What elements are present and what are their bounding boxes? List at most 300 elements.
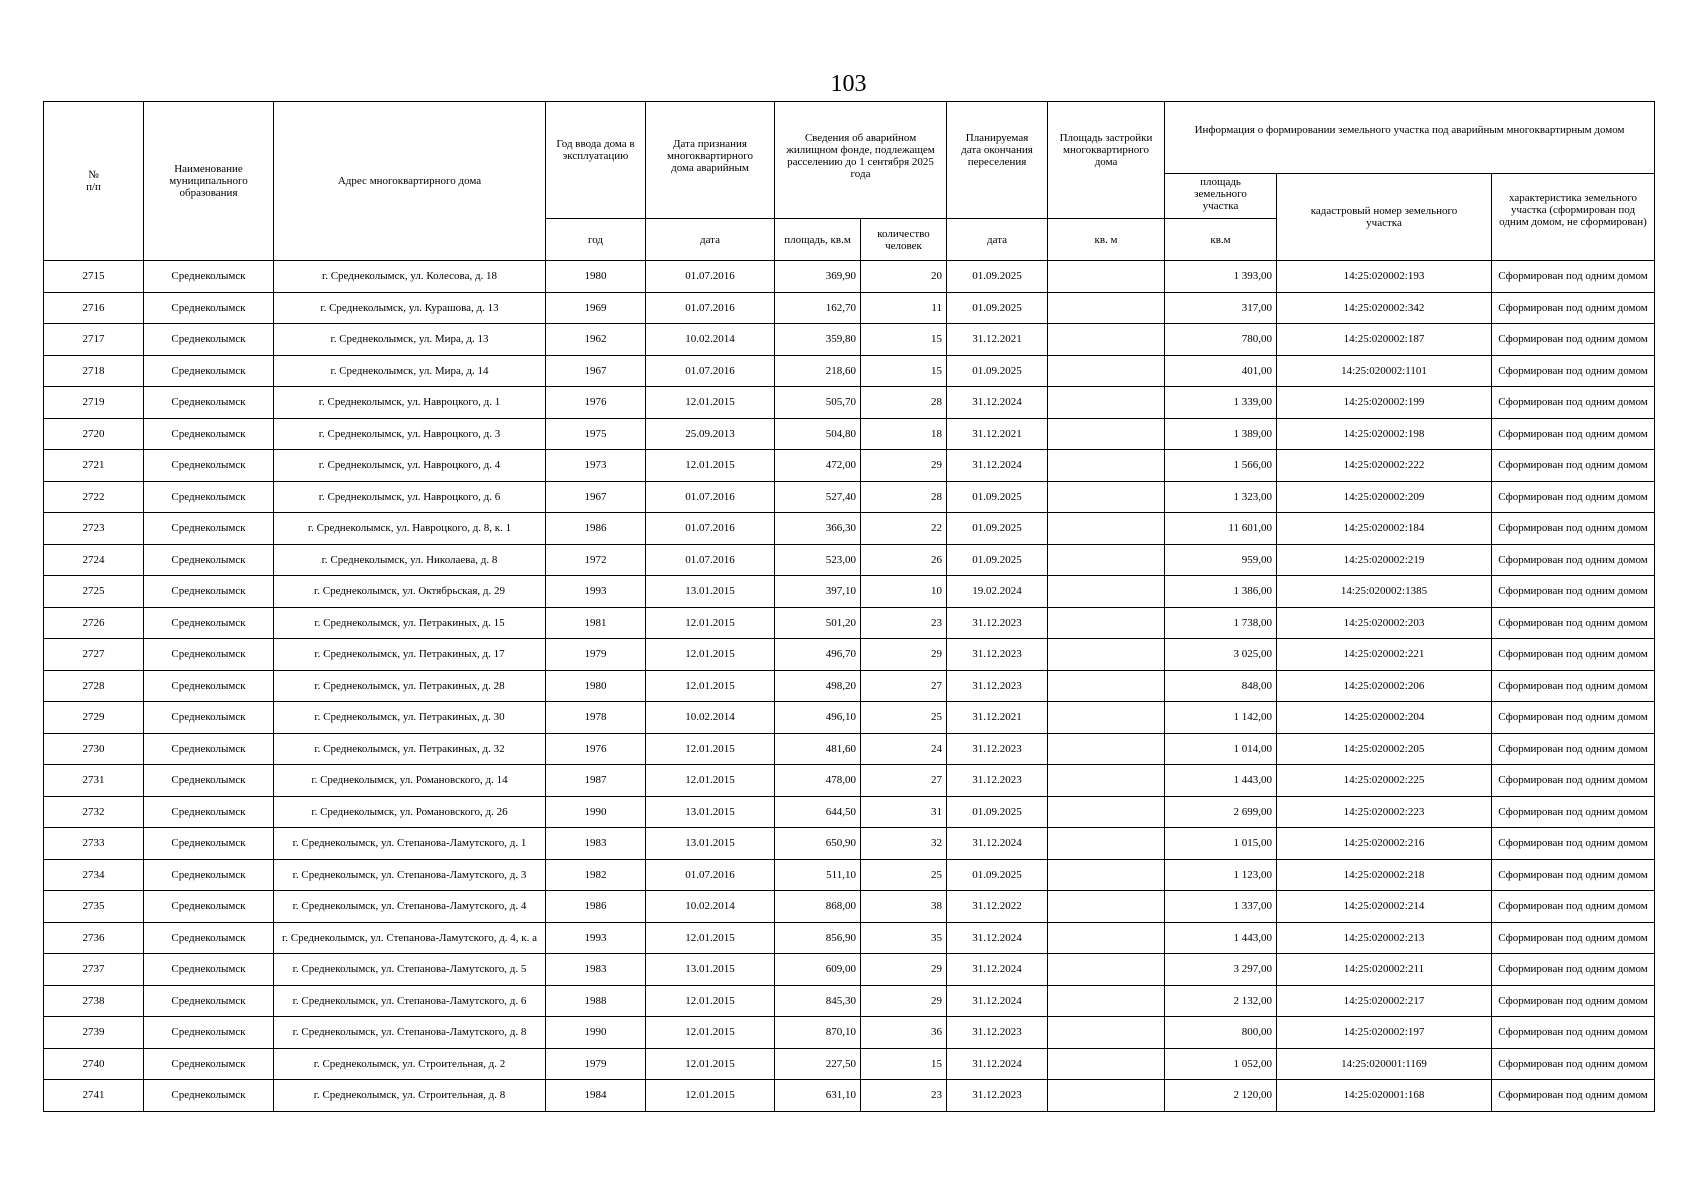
header-emergency-date: Дата признания многоквартирного дома аварийным: [646, 102, 775, 219]
table-row: [44, 450, 1655, 482]
cell-characteristic: Сформирован под одним домом: [1492, 859, 1655, 891]
table-row: [44, 355, 1655, 387]
cell-planned-end: 31.12.2024: [947, 450, 1048, 482]
cell-built-area: [1048, 544, 1165, 576]
cell-address: г. Среднеколымск, ул. Петракиных, д. 30: [274, 702, 546, 734]
cell-cadastral: 14:25:020002:213: [1277, 922, 1492, 954]
cell-people: 25: [861, 702, 947, 734]
cell-area: 397,10: [775, 576, 861, 608]
cell-num: 2731: [44, 765, 144, 797]
cell-characteristic: Сформирован под одним домом: [1492, 387, 1655, 419]
cell-num: 2739: [44, 1017, 144, 1049]
cell-municipality: Среднеколымск: [144, 544, 274, 576]
cell-address: г. Среднеколымск, ул. Навроцкого, д. 4: [274, 450, 546, 482]
cell-year-built: 1983: [546, 954, 646, 986]
cell-area: 845,30: [775, 985, 861, 1017]
cell-num: 2729: [44, 702, 144, 734]
header-unit-date: дата: [646, 219, 775, 261]
cell-emergency-date: 10.02.2014: [646, 702, 775, 734]
cell-planned-end: 31.12.2022: [947, 891, 1048, 923]
cell-people: 23: [861, 1080, 947, 1112]
cell-emergency-date: 25.09.2013: [646, 418, 775, 450]
cell-emergency-date: 12.01.2015: [646, 670, 775, 702]
table-row: [44, 544, 1655, 576]
cell-people: 29: [861, 954, 947, 986]
cell-municipality: Среднеколымск: [144, 702, 274, 734]
table-row: [44, 292, 1655, 324]
header-unit-people: количество человек: [861, 219, 947, 261]
table-row: [44, 481, 1655, 513]
cell-municipality: Среднеколымск: [144, 1048, 274, 1080]
cell-emergency-date: 01.07.2016: [646, 859, 775, 891]
cell-planned-end: 31.12.2023: [947, 765, 1048, 797]
table-row: [44, 702, 1655, 734]
cell-num: 2736: [44, 922, 144, 954]
table-row: [44, 985, 1655, 1017]
cell-emergency-date: 01.07.2016: [646, 513, 775, 545]
cell-built-area: [1048, 450, 1165, 482]
cell-num: 2716: [44, 292, 144, 324]
cell-emergency-date: 10.02.2014: [646, 324, 775, 356]
cell-land-area: 11 601,00: [1165, 513, 1277, 545]
cell-emergency-date: 12.01.2015: [646, 387, 775, 419]
cell-emergency-date: 01.07.2016: [646, 355, 775, 387]
cell-characteristic: Сформирован под одним домом: [1492, 1017, 1655, 1049]
cell-num: 2733: [44, 828, 144, 860]
cell-year-built: 1967: [546, 481, 646, 513]
page-number: 103: [830, 71, 867, 97]
cell-planned-end: 01.09.2025: [947, 796, 1048, 828]
cell-area: 504,80: [775, 418, 861, 450]
cell-emergency-date: 12.01.2015: [646, 733, 775, 765]
cell-planned-end: 31.12.2023: [947, 1080, 1048, 1112]
cell-built-area: [1048, 1080, 1165, 1112]
cell-land-area: 1 052,00: [1165, 1048, 1277, 1080]
cell-cadastral: 14:25:020002:184: [1277, 513, 1492, 545]
cell-area: 650,90: [775, 828, 861, 860]
cell-built-area: [1048, 1048, 1165, 1080]
cell-emergency-date: 12.01.2015: [646, 765, 775, 797]
cell-address: г. Среднеколымск, ул. Мира, д. 14: [274, 355, 546, 387]
cell-characteristic: Сформирован под одним домом: [1492, 450, 1655, 482]
cell-area: 609,00: [775, 954, 861, 986]
cell-emergency-date: 01.07.2016: [646, 261, 775, 293]
header-year-built: Год ввода дома в эксплуатацию: [546, 102, 646, 219]
cell-num: 2728: [44, 670, 144, 702]
header-land-info: Информация о формировании земельного участка под аварийным многоквартирным домом: [1165, 102, 1655, 174]
cell-planned-end: 31.12.2024: [947, 922, 1048, 954]
cell-cadastral: 14:25:020002:197: [1277, 1017, 1492, 1049]
cell-land-area: 401,00: [1165, 355, 1277, 387]
cell-characteristic: Сформирован под одним домом: [1492, 1080, 1655, 1112]
cell-area: 644,50: [775, 796, 861, 828]
cell-people: 23: [861, 607, 947, 639]
cell-area: 505,70: [775, 387, 861, 419]
cell-built-area: [1048, 985, 1165, 1017]
cell-address: г. Среднеколымск, ул. Петракиных, д. 17: [274, 639, 546, 671]
cell-emergency-date: 12.01.2015: [646, 1080, 775, 1112]
cell-cadastral: 14:25:020002:203: [1277, 607, 1492, 639]
cell-year-built: 1969: [546, 292, 646, 324]
cell-area: 366,30: [775, 513, 861, 545]
cell-cadastral: 14:25:020002:187: [1277, 324, 1492, 356]
cell-land-area: 1 386,00: [1165, 576, 1277, 608]
cell-address: г. Среднеколымск, ул. Степанова-Ламутского, д. 1: [274, 828, 546, 860]
cell-people: 36: [861, 1017, 947, 1049]
cell-built-area: [1048, 418, 1165, 450]
cell-year-built: 1986: [546, 891, 646, 923]
cell-people: 20: [861, 261, 947, 293]
cell-emergency-date: 12.01.2015: [646, 985, 775, 1017]
cell-planned-end: 01.09.2025: [947, 292, 1048, 324]
cell-num: 2727: [44, 639, 144, 671]
cell-emergency-date: 01.07.2016: [646, 481, 775, 513]
cell-land-area: 1 393,00: [1165, 261, 1277, 293]
cell-municipality: Среднеколымск: [144, 450, 274, 482]
cell-year-built: 1980: [546, 670, 646, 702]
table-row: [44, 607, 1655, 639]
table-row: [44, 765, 1655, 797]
cell-year-built: 1979: [546, 1048, 646, 1080]
table-row: [44, 387, 1655, 419]
cell-num: 2724: [44, 544, 144, 576]
cell-municipality: Среднеколымск: [144, 985, 274, 1017]
cell-planned-end: 31.12.2024: [947, 387, 1048, 419]
cell-planned-end: 31.12.2021: [947, 702, 1048, 734]
cell-municipality: Среднеколымск: [144, 576, 274, 608]
cell-people: 27: [861, 670, 947, 702]
cell-planned-end: 19.02.2024: [947, 576, 1048, 608]
cell-built-area: [1048, 355, 1165, 387]
cell-municipality: Среднеколымск: [144, 828, 274, 860]
cell-characteristic: Сформирован под одним домом: [1492, 576, 1655, 608]
cell-planned-end: 31.12.2024: [947, 954, 1048, 986]
cell-area: 359,80: [775, 324, 861, 356]
cell-municipality: Среднеколымск: [144, 481, 274, 513]
cell-year-built: 1973: [546, 450, 646, 482]
cell-cadastral: 14:25:020002:1101: [1277, 355, 1492, 387]
table-row: [44, 261, 1655, 293]
cell-year-built: 1993: [546, 576, 646, 608]
cell-municipality: Среднеколымск: [144, 387, 274, 419]
cell-characteristic: Сформирован под одним домом: [1492, 355, 1655, 387]
cell-num: 2738: [44, 985, 144, 1017]
cell-planned-end: 31.12.2021: [947, 418, 1048, 450]
cell-built-area: [1048, 387, 1165, 419]
cell-cadastral: 14:25:020002:1385: [1277, 576, 1492, 608]
cell-num: 2737: [44, 954, 144, 986]
cell-address: г. Среднеколымск, ул. Октябрьская, д. 29: [274, 576, 546, 608]
cell-year-built: 1988: [546, 985, 646, 1017]
cell-land-area: 780,00: [1165, 324, 1277, 356]
table-row: [44, 639, 1655, 671]
cell-people: 27: [861, 765, 947, 797]
cell-municipality: Среднеколымск: [144, 607, 274, 639]
cell-land-area: 317,00: [1165, 292, 1277, 324]
cell-year-built: 1962: [546, 324, 646, 356]
cell-built-area: [1048, 828, 1165, 860]
cell-cadastral: 14:25:020002:205: [1277, 733, 1492, 765]
cell-year-built: 1972: [546, 544, 646, 576]
cell-address: г. Среднеколымск, ул. Курашова, д. 13: [274, 292, 546, 324]
header-land-area: площадь земельного участка: [1165, 174, 1277, 219]
cell-emergency-date: 13.01.2015: [646, 828, 775, 860]
cell-year-built: 1975: [546, 418, 646, 450]
cell-address: г. Среднеколымск, ул. Строительная, д. 2: [274, 1048, 546, 1080]
cell-municipality: Среднеколымск: [144, 639, 274, 671]
cell-address: г. Среднеколымск, ул. Петракиных, д. 32: [274, 733, 546, 765]
cell-cadastral: 14:25:020002:206: [1277, 670, 1492, 702]
cell-area: 369,90: [775, 261, 861, 293]
cell-characteristic: Сформирован под одним домом: [1492, 922, 1655, 954]
table-row: [44, 1017, 1655, 1049]
header-emergency-fund: Сведения об аварийном жилищном фонде, подлежащем расселению до 1 сентября 2025 года: [775, 102, 947, 219]
table-row: [44, 891, 1655, 923]
cell-land-area: 800,00: [1165, 1017, 1277, 1049]
header-unit-year: год: [546, 219, 646, 261]
table-body: [44, 261, 1655, 1112]
cell-built-area: [1048, 954, 1165, 986]
cell-emergency-date: 12.01.2015: [646, 607, 775, 639]
cell-planned-end: 01.09.2025: [947, 859, 1048, 891]
cell-planned-end: 01.09.2025: [947, 513, 1048, 545]
cell-num: 2725: [44, 576, 144, 608]
cell-land-area: 959,00: [1165, 544, 1277, 576]
cell-area: 472,00: [775, 450, 861, 482]
table-row: [44, 828, 1655, 860]
cell-built-area: [1048, 891, 1165, 923]
cell-characteristic: Сформирован под одним домом: [1492, 891, 1655, 923]
cell-planned-end: 01.09.2025: [947, 544, 1048, 576]
cell-address: г. Среднеколымск, ул. Степанова-Ламутского, д. 3: [274, 859, 546, 891]
cell-area: 856,90: [775, 922, 861, 954]
cell-address: г. Среднеколымск, ул. Навроцкого, д. 6: [274, 481, 546, 513]
header-num: № п/п: [44, 102, 144, 261]
cell-characteristic: Сформирован под одним домом: [1492, 985, 1655, 1017]
cell-characteristic: Сформирован под одним домом: [1492, 702, 1655, 734]
cell-people: 29: [861, 639, 947, 671]
cell-emergency-date: 13.01.2015: [646, 954, 775, 986]
cell-municipality: Среднеколымск: [144, 859, 274, 891]
cell-cadastral: 14:25:020002:342: [1277, 292, 1492, 324]
header-cadastral: кадастровый номер земельного участка: [1277, 174, 1492, 261]
cell-address: г. Среднеколымск, ул. Петракиных, д. 28: [274, 670, 546, 702]
table-row: [44, 796, 1655, 828]
cell-characteristic: Сформирован под одним домом: [1492, 292, 1655, 324]
cell-area: 870,10: [775, 1017, 861, 1049]
table-row: [44, 670, 1655, 702]
cell-municipality: Среднеколымск: [144, 891, 274, 923]
cell-planned-end: 31.12.2024: [947, 985, 1048, 1017]
header-planned-end: Планируемая дата окончания переселения: [947, 102, 1048, 219]
cell-emergency-date: 10.02.2014: [646, 891, 775, 923]
cell-emergency-date: 12.01.2015: [646, 639, 775, 671]
table-row: [44, 954, 1655, 986]
cell-year-built: 1982: [546, 859, 646, 891]
cell-land-area: 1 015,00: [1165, 828, 1277, 860]
cell-built-area: [1048, 607, 1165, 639]
cell-emergency-date: 01.07.2016: [646, 292, 775, 324]
cell-built-area: [1048, 513, 1165, 545]
cell-num: 2732: [44, 796, 144, 828]
table-row: [44, 418, 1655, 450]
cell-people: 24: [861, 733, 947, 765]
cell-planned-end: 31.12.2023: [947, 607, 1048, 639]
cell-people: 38: [861, 891, 947, 923]
cell-people: 15: [861, 355, 947, 387]
cell-land-area: 1 337,00: [1165, 891, 1277, 923]
table-row: [44, 922, 1655, 954]
cell-built-area: [1048, 1017, 1165, 1049]
cell-num: 2721: [44, 450, 144, 482]
cell-land-area: 1 323,00: [1165, 481, 1277, 513]
cell-characteristic: Сформирован под одним домом: [1492, 733, 1655, 765]
cell-characteristic: Сформирован под одним домом: [1492, 481, 1655, 513]
cell-address: г. Среднеколымск, ул. Степанова-Ламутского, д. 4: [274, 891, 546, 923]
cell-planned-end: 31.12.2024: [947, 828, 1048, 860]
cell-built-area: [1048, 702, 1165, 734]
cell-address: г. Среднеколымск, ул. Мира, д. 13: [274, 324, 546, 356]
cell-built-area: [1048, 576, 1165, 608]
cell-emergency-date: 12.01.2015: [646, 1017, 775, 1049]
cell-municipality: Среднеколымск: [144, 292, 274, 324]
cell-num: 2723: [44, 513, 144, 545]
cell-people: 28: [861, 387, 947, 419]
cell-address: г. Среднеколымск, ул. Навроцкого, д. 1: [274, 387, 546, 419]
cell-area: 481,60: [775, 733, 861, 765]
cell-area: 162,70: [775, 292, 861, 324]
cell-cadastral: 14:25:020002:209: [1277, 481, 1492, 513]
cell-municipality: Среднеколымск: [144, 922, 274, 954]
cell-land-area: 848,00: [1165, 670, 1277, 702]
cell-num: 2717: [44, 324, 144, 356]
cell-people: 28: [861, 481, 947, 513]
cell-cadastral: 14:25:020002:222: [1277, 450, 1492, 482]
cell-municipality: Среднеколымск: [144, 418, 274, 450]
cell-area: 496,70: [775, 639, 861, 671]
header-municipality: Наименование муниципального образования: [144, 102, 274, 261]
cell-year-built: 1976: [546, 387, 646, 419]
cell-area: 478,00: [775, 765, 861, 797]
cell-built-area: [1048, 922, 1165, 954]
cell-year-built: 1979: [546, 639, 646, 671]
cell-planned-end: 01.09.2025: [947, 261, 1048, 293]
cell-people: 11: [861, 292, 947, 324]
cell-built-area: [1048, 324, 1165, 356]
cell-year-built: 1967: [546, 355, 646, 387]
cell-num: 2719: [44, 387, 144, 419]
cell-people: 29: [861, 985, 947, 1017]
cell-built-area: [1048, 261, 1165, 293]
cell-people: 29: [861, 450, 947, 482]
cell-area: 511,10: [775, 859, 861, 891]
cell-cadastral: 14:25:020002:193: [1277, 261, 1492, 293]
cell-cadastral: 14:25:020002:225: [1277, 765, 1492, 797]
cell-land-area: 1 443,00: [1165, 765, 1277, 797]
cell-characteristic: Сформирован под одним домом: [1492, 670, 1655, 702]
cell-municipality: Среднеколымск: [144, 765, 274, 797]
cell-land-area: 1 443,00: [1165, 922, 1277, 954]
cell-municipality: Среднеколымск: [144, 1017, 274, 1049]
cell-emergency-date: 12.01.2015: [646, 450, 775, 482]
cell-people: 26: [861, 544, 947, 576]
cell-cadastral: 14:25:020002:217: [1277, 985, 1492, 1017]
cell-municipality: Среднеколымск: [144, 355, 274, 387]
cell-cadastral: 14:25:020002:199: [1277, 387, 1492, 419]
cell-municipality: Среднеколымск: [144, 513, 274, 545]
cell-planned-end: 31.12.2023: [947, 1017, 1048, 1049]
cell-address: г. Среднеколымск, ул. Навроцкого, д. 8, к. 1: [274, 513, 546, 545]
cell-area: 523,00: [775, 544, 861, 576]
cell-cadastral: 14:25:020002:211: [1277, 954, 1492, 986]
cell-characteristic: Сформирован под одним домом: [1492, 1048, 1655, 1080]
cell-land-area: 1 738,00: [1165, 607, 1277, 639]
cell-people: 22: [861, 513, 947, 545]
table-row: [44, 513, 1655, 545]
cell-address: г. Среднеколымск, ул. Степанова-Ламутского, д. 4, к. а: [274, 922, 546, 954]
cell-year-built: 1986: [546, 513, 646, 545]
cell-characteristic: Сформирован под одним домом: [1492, 544, 1655, 576]
cell-cadastral: 14:25:020002:218: [1277, 859, 1492, 891]
header-characteristic: характеристика земельного участка (сформирован под одним домом, не сформирован): [1492, 174, 1655, 261]
cell-year-built: 1980: [546, 261, 646, 293]
cell-municipality: Среднеколымск: [144, 261, 274, 293]
cell-people: 15: [861, 324, 947, 356]
cell-area: 227,50: [775, 1048, 861, 1080]
cell-num: 2720: [44, 418, 144, 450]
cell-address: г. Среднеколымск, ул. Степанова-Ламутского, д. 5: [274, 954, 546, 986]
cell-land-area: 1 566,00: [1165, 450, 1277, 482]
cell-characteristic: Сформирован под одним домом: [1492, 954, 1655, 986]
cell-municipality: Среднеколымск: [144, 670, 274, 702]
cell-characteristic: Сформирован под одним домом: [1492, 796, 1655, 828]
cell-characteristic: Сформирован под одним домом: [1492, 607, 1655, 639]
cell-year-built: 1978: [546, 702, 646, 734]
header-address: Адрес многоквартирного дома: [274, 102, 546, 261]
cell-num: 2718: [44, 355, 144, 387]
cell-built-area: [1048, 765, 1165, 797]
cell-num: 2740: [44, 1048, 144, 1080]
cell-area: 218,60: [775, 355, 861, 387]
cell-characteristic: Сформирован под одним домом: [1492, 765, 1655, 797]
cell-area: 498,20: [775, 670, 861, 702]
cell-planned-end: 01.09.2025: [947, 355, 1048, 387]
cell-characteristic: Сформирован под одним домом: [1492, 324, 1655, 356]
header-built-area: Площадь застройки многоквартирного дома: [1048, 102, 1165, 219]
cell-emergency-date: 13.01.2015: [646, 576, 775, 608]
cell-address: г. Среднеколымск, ул. Петракиных, д. 15: [274, 607, 546, 639]
cell-land-area: 2 699,00: [1165, 796, 1277, 828]
cell-municipality: Среднеколымск: [144, 1080, 274, 1112]
cell-municipality: Среднеколымск: [144, 733, 274, 765]
cell-num: 2715: [44, 261, 144, 293]
cell-built-area: [1048, 292, 1165, 324]
cell-address: г. Среднеколымск, ул. Степанова-Ламутского, д. 6: [274, 985, 546, 1017]
cell-built-area: [1048, 859, 1165, 891]
cell-address: г. Среднеколымск, ул. Романовского, д. 26: [274, 796, 546, 828]
cell-land-area: 1 142,00: [1165, 702, 1277, 734]
cell-built-area: [1048, 796, 1165, 828]
cell-cadastral: 14:25:020002:214: [1277, 891, 1492, 923]
cell-planned-end: 31.12.2023: [947, 733, 1048, 765]
cell-year-built: 1984: [546, 1080, 646, 1112]
table-row: [44, 1048, 1655, 1080]
cell-land-area: 2 132,00: [1165, 985, 1277, 1017]
table-row: [44, 1080, 1655, 1112]
cell-planned-end: 01.09.2025: [947, 481, 1048, 513]
table-row: [44, 324, 1655, 356]
cell-land-area: 1 339,00: [1165, 387, 1277, 419]
